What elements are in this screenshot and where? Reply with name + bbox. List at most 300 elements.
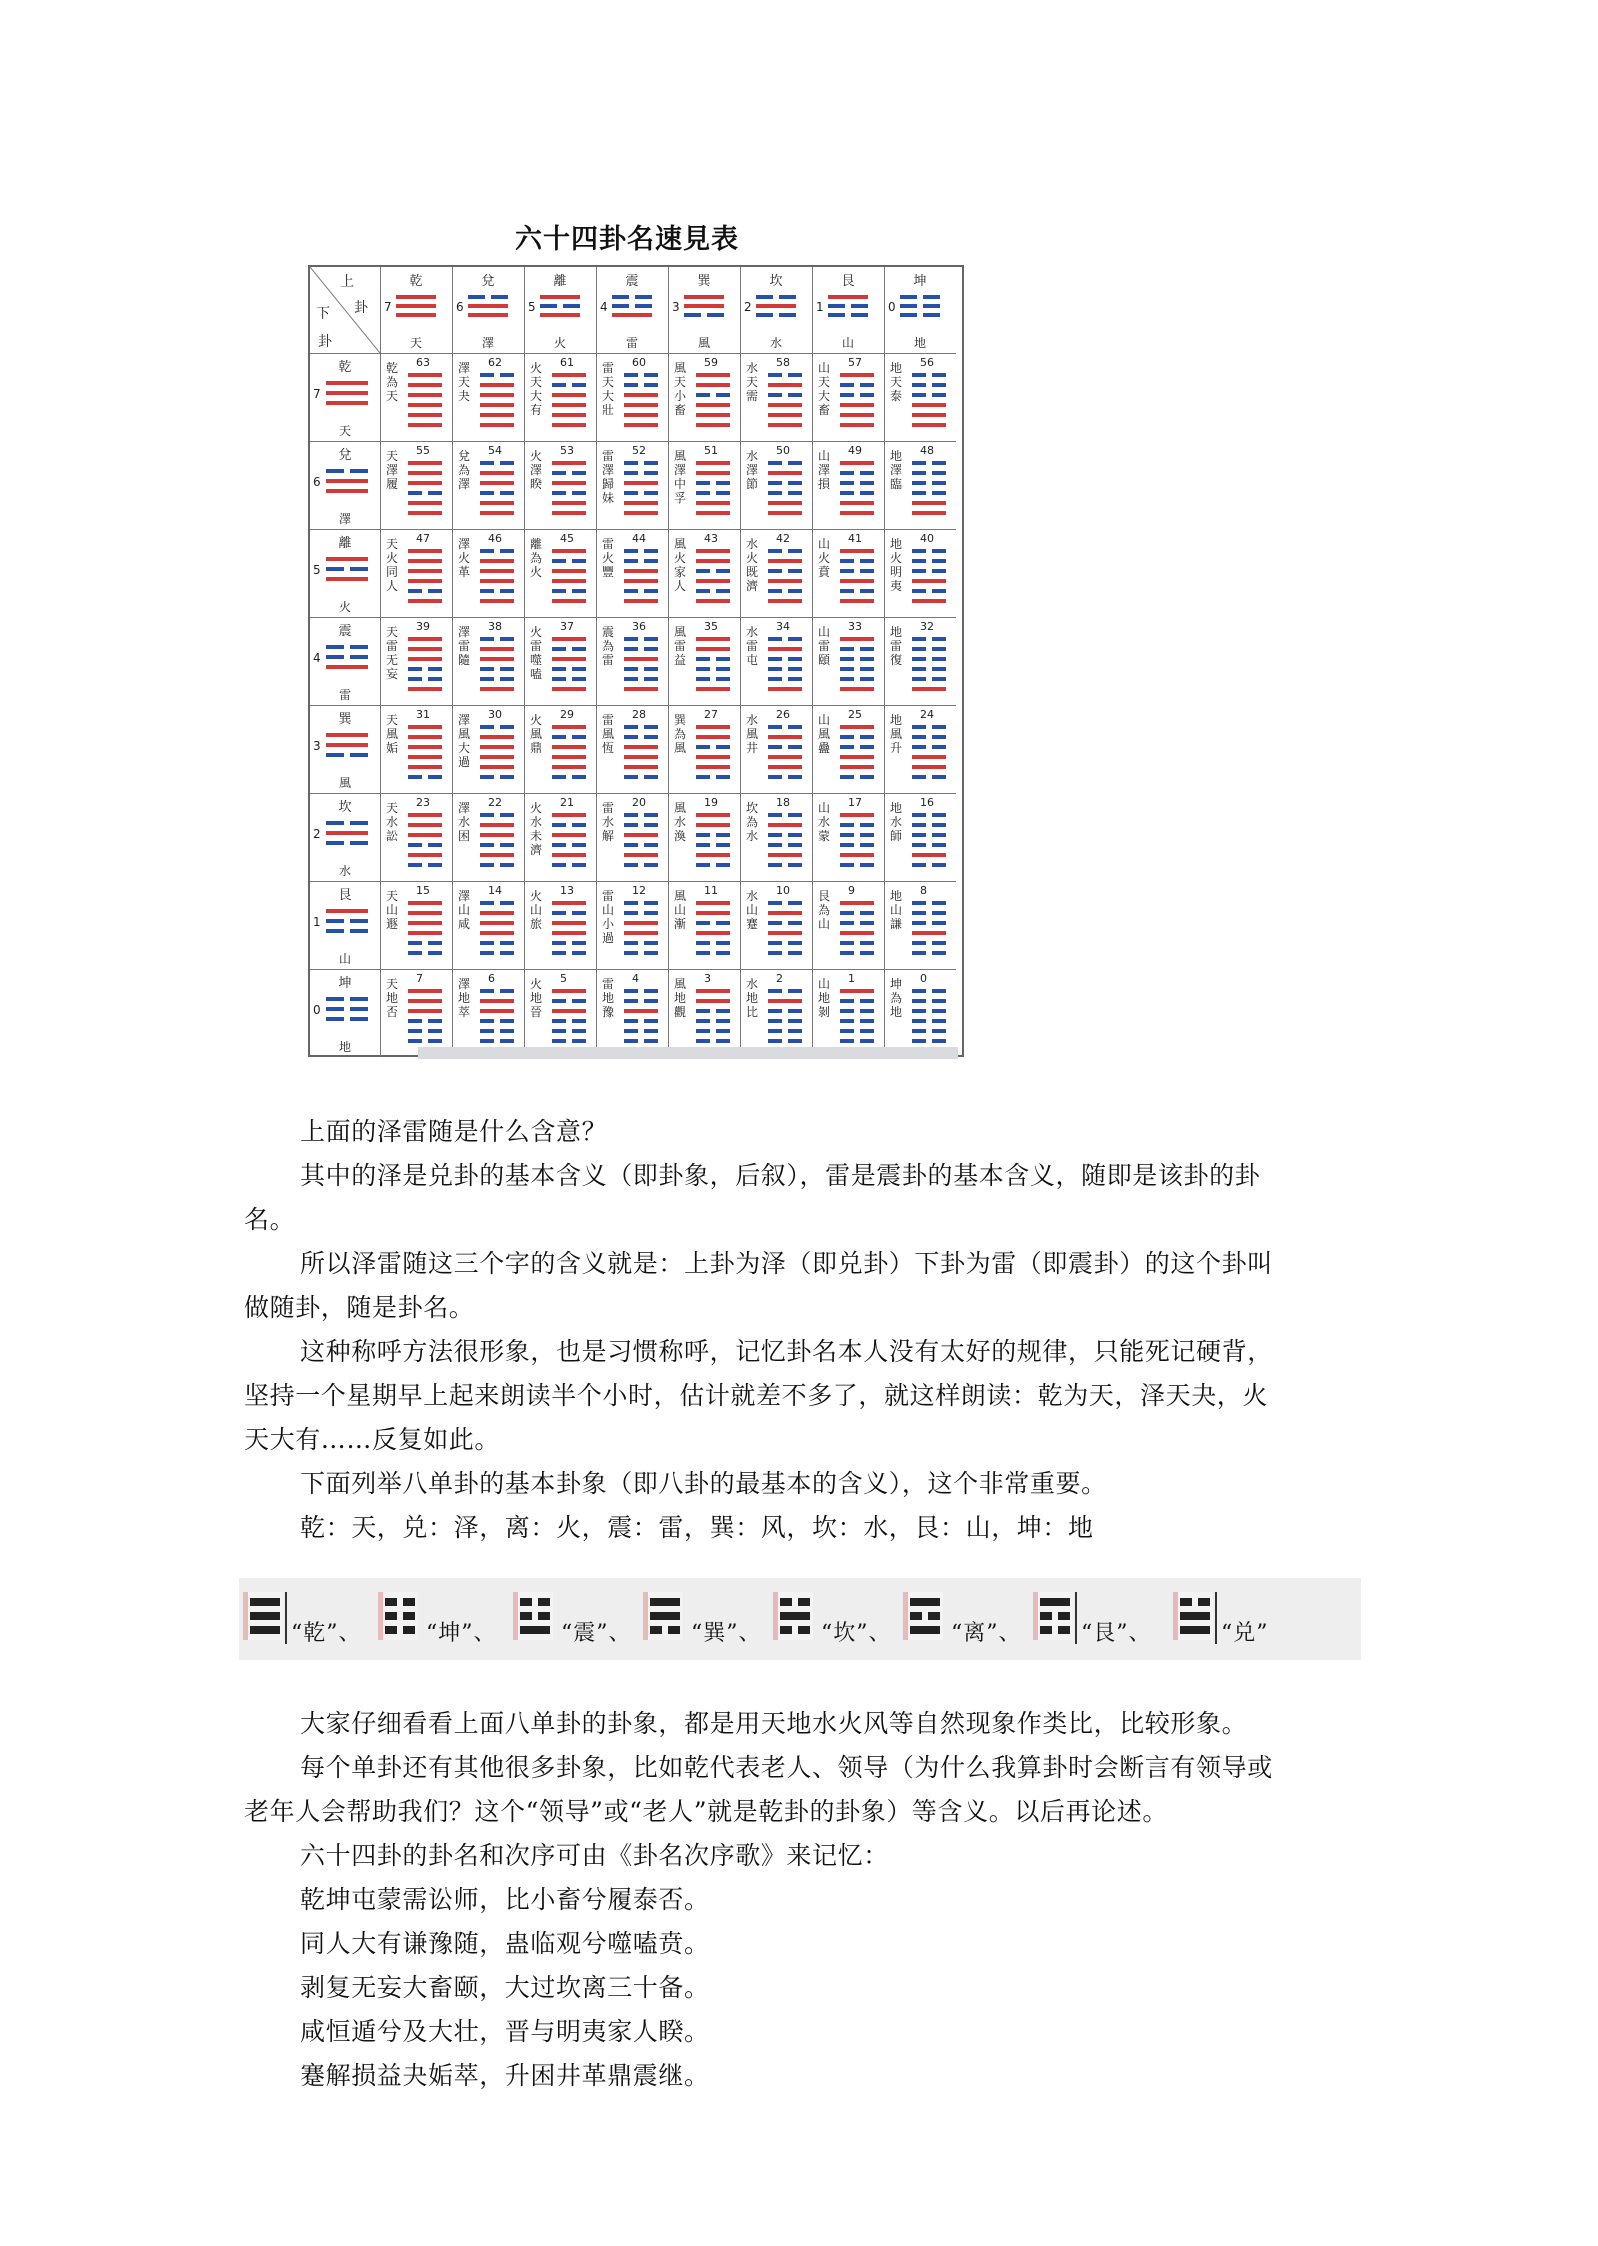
yin-line (840, 863, 854, 867)
hexagram-cell (596, 705, 668, 793)
yang-line (768, 423, 802, 427)
yin-line (624, 647, 638, 651)
yin-line (912, 647, 926, 651)
image-watermark-bar (418, 1047, 958, 1059)
yin-line (932, 863, 946, 867)
hexagram-number: 9 (848, 884, 855, 897)
yin-line (716, 863, 730, 867)
yang-line (480, 735, 514, 739)
yang-line (408, 579, 442, 583)
yin-line (500, 373, 514, 377)
yin-line (840, 745, 854, 749)
yang-line (552, 549, 586, 553)
yin-line (624, 863, 638, 867)
yin-line (932, 901, 946, 905)
hexagram-cell (452, 353, 524, 441)
hexagram-cell (452, 705, 524, 793)
hexagram-name: 山火賁 (818, 537, 831, 579)
yin-line (768, 549, 782, 553)
yin-line (500, 863, 514, 867)
yin-line (932, 373, 946, 377)
row-header-0 (310, 353, 380, 441)
yang-line (650, 1598, 680, 1606)
yang-line (408, 833, 442, 837)
yin-line (696, 393, 710, 397)
yang-line (1180, 1626, 1210, 1634)
hexagram-number: 47 (416, 532, 430, 545)
yang-line (480, 511, 514, 515)
lower-trigram-number: 5 (313, 563, 321, 577)
hexagram-grid (308, 265, 964, 1057)
yin-line (572, 911, 586, 915)
yin-line (840, 1029, 854, 1033)
yang-line (408, 383, 442, 387)
yang-line (912, 687, 946, 691)
hexagram-cell (884, 617, 956, 705)
hexagram-number: 30 (488, 708, 502, 721)
yin-line (696, 677, 710, 681)
yang-line (552, 511, 586, 515)
yin-line (696, 775, 710, 779)
yin-line (684, 313, 701, 317)
yang-line (552, 423, 586, 427)
yin-line (408, 589, 422, 593)
yin-line (552, 843, 566, 847)
yin-line (828, 304, 845, 308)
yin-line (912, 481, 926, 485)
yang-line (480, 383, 514, 387)
yang-line (552, 461, 586, 465)
yin-line (851, 304, 868, 308)
yang-line (768, 413, 802, 417)
yin-line (860, 481, 874, 485)
yang-line (912, 501, 946, 505)
hexagram-cell (524, 793, 596, 881)
yin-line (500, 989, 514, 993)
yin-line (500, 1019, 514, 1023)
lower-trigram-image: 火 (338, 600, 351, 614)
hexagram-name: 風澤中孚 (674, 449, 687, 505)
yin-line (644, 901, 658, 905)
yin-line (768, 589, 782, 593)
icon-edge-shadow (1173, 1592, 1178, 1640)
hexagram-cell (668, 881, 740, 969)
yin-line (644, 637, 658, 641)
hexagram-number: 10 (776, 884, 790, 897)
yang-line (326, 577, 368, 581)
yin-line (912, 725, 926, 729)
yang-line (552, 989, 586, 993)
yin-line (644, 843, 658, 847)
yin-line (624, 725, 638, 729)
yin-line (552, 589, 566, 593)
yin-line (912, 589, 926, 593)
hexagram-name: 火風鼎 (530, 713, 543, 755)
yang-line (408, 501, 442, 505)
yin-line (624, 911, 638, 915)
yang-line (910, 1626, 940, 1634)
yin-line (932, 589, 946, 593)
song-line-1: 乾坤屯蒙需讼师，比小畜兮履泰否。 (300, 1885, 710, 1914)
yang-line (696, 755, 730, 759)
yang-line (1180, 1612, 1210, 1620)
yin-line (788, 637, 802, 641)
yang-line (840, 579, 874, 583)
hexagram-name: 艮為山 (818, 889, 831, 931)
yin-line (912, 813, 926, 817)
column-header-4 (668, 267, 740, 353)
icon-edge-shadow (773, 1592, 778, 1640)
hexagram-number: 35 (704, 620, 718, 633)
hexagram-cell (596, 881, 668, 969)
kun-trigram-icon (378, 1592, 418, 1640)
yin-line (912, 393, 926, 397)
yin-line (350, 929, 368, 933)
yin-line (428, 589, 442, 593)
hexagram-name: 地天泰 (890, 361, 903, 403)
icon-edge-shadow (513, 1592, 518, 1640)
yin-line (644, 647, 658, 651)
yin-line (326, 929, 344, 933)
yang-line (696, 853, 730, 857)
yin-line (912, 901, 926, 905)
yin-line (540, 304, 557, 308)
yang-line (696, 637, 730, 641)
zhen-trigram-icon (513, 1592, 553, 1640)
yin-line (552, 647, 566, 651)
hexagram-name: 雷風恆 (602, 713, 615, 755)
yin-line (650, 1626, 662, 1634)
yin-line (480, 843, 494, 847)
yin-line (932, 775, 946, 779)
yang-line (250, 1626, 280, 1634)
column-header-5 (740, 267, 812, 353)
lower-trigram-number: 2 (313, 827, 321, 841)
yin-line (840, 775, 854, 779)
hexagram-name: 火天大有 (530, 361, 543, 417)
yang-line (840, 755, 874, 759)
yin-line (644, 735, 658, 739)
yin-line (572, 1039, 586, 1043)
yin-line (350, 567, 368, 571)
upper-trigram-image: 水 (769, 336, 782, 350)
yang-line (552, 373, 586, 377)
yang-line (408, 765, 442, 769)
hexagram-cell (524, 881, 596, 969)
strip-trigram-label: “坤”、 (426, 1621, 497, 1646)
upper-trigram-number: 0 (888, 300, 896, 314)
yin-line (350, 841, 368, 845)
yang-line (480, 569, 514, 573)
yang-line (912, 403, 946, 407)
yin-line (840, 589, 854, 593)
yang-line (840, 687, 874, 691)
yin-line (428, 667, 442, 671)
yin-line (624, 667, 638, 671)
yang-line (480, 823, 514, 827)
lower-trigram-image: 天 (338, 424, 351, 438)
yin-line (840, 569, 854, 573)
hexagram-name: 天火同人 (386, 537, 399, 593)
yin-line (716, 1009, 730, 1013)
yin-line (932, 667, 946, 671)
hexagram-number: 1 (848, 972, 855, 985)
yin-line (840, 735, 854, 739)
yin-line (716, 1019, 730, 1023)
yin-line (480, 941, 494, 945)
yin-line (932, 813, 946, 817)
yin-line (912, 941, 926, 945)
hexagram-number: 40 (920, 532, 934, 545)
yang-line (840, 423, 874, 427)
yin-line (644, 863, 658, 867)
yin-line (768, 393, 782, 397)
yang-line (912, 413, 946, 417)
hexagram-number: 28 (632, 708, 646, 721)
yang-line (624, 833, 658, 837)
yang-line (768, 999, 802, 1003)
hexagram-cell (596, 969, 668, 1057)
upper-trigram-name: 乾 (409, 274, 423, 289)
yang-line (540, 295, 580, 299)
yin-line (788, 481, 802, 485)
hexagram-cell (884, 529, 956, 617)
column-header-1 (452, 267, 524, 353)
yin-line (428, 677, 442, 681)
yang-line (480, 765, 514, 769)
li-trigram-icon (903, 1592, 943, 1640)
yin-line (428, 951, 442, 955)
yin-line (932, 647, 946, 651)
yin-line (500, 461, 514, 465)
hexagram-cell (452, 529, 524, 617)
yin-line (912, 657, 926, 661)
yin-line (788, 569, 802, 573)
hexagram-number: 42 (776, 532, 790, 545)
yang-line (696, 647, 730, 651)
yang-line (480, 559, 514, 563)
yin-line (552, 951, 566, 955)
hexagram-number: 51 (704, 444, 718, 457)
yin-line (500, 775, 514, 779)
yang-line (552, 393, 586, 397)
column-header-3 (596, 267, 668, 353)
hexagram-cell (524, 353, 596, 441)
yang-line (912, 579, 946, 583)
yin-line (788, 589, 802, 593)
yang-line (552, 931, 586, 935)
yin-line (788, 833, 802, 837)
hexagram-number: 3 (704, 972, 711, 985)
yin-line (572, 667, 586, 671)
hexagram-cell (812, 793, 884, 881)
yin-line (408, 951, 422, 955)
yang-line (768, 579, 802, 583)
yin-line (500, 941, 514, 945)
yang-line (696, 383, 730, 387)
yin-line (572, 647, 586, 651)
yin-line (912, 745, 926, 749)
hexagram-table-figure (300, 205, 970, 1060)
yang-line (696, 735, 730, 739)
yin-line (696, 569, 710, 573)
hexagram-cell (452, 793, 524, 881)
yang-line (696, 823, 730, 827)
yin-line (500, 1029, 514, 1033)
yin-line (860, 823, 874, 827)
yin-line (491, 295, 508, 299)
hexagram-cell (668, 441, 740, 529)
yin-line (326, 919, 344, 923)
yin-line (572, 951, 586, 955)
yin-line (624, 549, 638, 553)
yang-line (408, 403, 442, 407)
yin-line (612, 304, 629, 308)
yin-line (572, 589, 586, 593)
lower-trigram-name: 震 (338, 624, 352, 639)
hexagram-number: 59 (704, 356, 718, 369)
yin-line (860, 833, 874, 837)
hexagram-number: 32 (920, 620, 934, 633)
yin-line (860, 569, 874, 573)
yin-line (768, 1039, 782, 1043)
yin-line (480, 667, 494, 671)
xun-trigram-icon (643, 1592, 683, 1640)
yin-line (779, 295, 796, 299)
yin-line (912, 1009, 926, 1013)
hexagram-number: 0 (920, 972, 927, 985)
yin-line (326, 567, 344, 571)
yang-line (552, 921, 586, 925)
hexagram-name: 火澤睽 (530, 449, 543, 491)
yang-line (408, 413, 442, 417)
yin-line (408, 1019, 422, 1023)
yin-line (552, 559, 566, 563)
yin-line (696, 921, 710, 925)
lower-trigram-number: 1 (313, 915, 321, 929)
yang-line (840, 931, 874, 935)
yang-line (408, 755, 442, 759)
yin-line (798, 1626, 810, 1634)
yin-line (932, 745, 946, 749)
lower-trigram-name: 艮 (338, 888, 352, 903)
yang-line (552, 403, 586, 407)
yin-line (840, 1009, 854, 1013)
yin-line (480, 951, 494, 955)
icon-edge-shadow (243, 1592, 248, 1640)
yin-line (408, 843, 422, 847)
upper-trigram-number: 3 (672, 300, 680, 314)
yang-line (540, 313, 580, 317)
yin-line (788, 951, 802, 955)
yin-line (480, 589, 494, 593)
hexagram-cell (524, 529, 596, 617)
yin-line (403, 1612, 415, 1620)
yin-line (932, 383, 946, 387)
yin-line (624, 1019, 638, 1023)
yin-line (716, 843, 730, 847)
yin-line (860, 491, 874, 495)
yin-line (840, 393, 854, 397)
hexagram-number: 2 (776, 972, 783, 985)
yang-line (480, 413, 514, 417)
hexagram-number: 7 (416, 972, 423, 985)
yang-line (696, 373, 730, 377)
yin-line (552, 911, 566, 915)
hexagram-number: 44 (632, 532, 646, 545)
yang-line (552, 657, 586, 661)
yang-line (480, 833, 514, 837)
yang-line (480, 921, 514, 925)
yin-line (624, 999, 638, 1003)
yang-line (480, 501, 514, 505)
yin-line (768, 921, 782, 925)
yin-line (768, 725, 782, 729)
yin-line (500, 589, 514, 593)
yin-line (408, 863, 422, 867)
lower-trigram-name: 離 (338, 536, 352, 551)
yang-line (696, 725, 730, 729)
hexagram-name: 火山旅 (530, 889, 543, 931)
yang-line (840, 853, 874, 857)
yin-line (860, 667, 874, 671)
hexagram-name: 風天小畜 (674, 361, 687, 417)
hexagram-cell (452, 969, 524, 1057)
yin-line (1058, 1626, 1070, 1634)
yin-line (840, 843, 854, 847)
column-header-6 (812, 267, 884, 353)
yin-line (326, 1017, 344, 1021)
column-header-0 (380, 267, 452, 353)
yin-line (624, 941, 638, 945)
yin-line (644, 667, 658, 671)
yang-line (624, 853, 658, 857)
yin-line (500, 843, 514, 847)
yin-line (716, 393, 730, 397)
yang-line (768, 383, 802, 387)
yang-line (780, 1612, 810, 1620)
yin-line (788, 921, 802, 925)
yin-line (552, 1019, 566, 1023)
lower-trigram-name: 巽 (338, 712, 352, 727)
yang-line (480, 999, 514, 1003)
yin-line (696, 589, 710, 593)
yin-line (644, 491, 658, 495)
yin-line (624, 813, 638, 817)
hexagram-number: 15 (416, 884, 430, 897)
yin-line (326, 645, 344, 649)
yin-line (624, 901, 638, 905)
hexagram-cell (740, 617, 812, 705)
hexagram-name: 火雷噬嗑 (530, 625, 543, 681)
yin-line (552, 491, 566, 495)
yang-line (756, 304, 796, 308)
yin-line (932, 569, 946, 573)
hexagram-number: 41 (848, 532, 862, 545)
upper-trigram-name: 震 (625, 274, 639, 289)
yin-line (860, 647, 874, 651)
yang-line (552, 833, 586, 837)
yin-line (480, 901, 494, 905)
yin-line (350, 919, 368, 923)
yin-line (696, 657, 710, 661)
yin-line (480, 373, 494, 377)
yin-line (624, 383, 638, 387)
hexagram-cell (668, 793, 740, 881)
yin-line (624, 637, 638, 641)
yin-line (788, 1019, 802, 1023)
yin-line (788, 1039, 802, 1043)
